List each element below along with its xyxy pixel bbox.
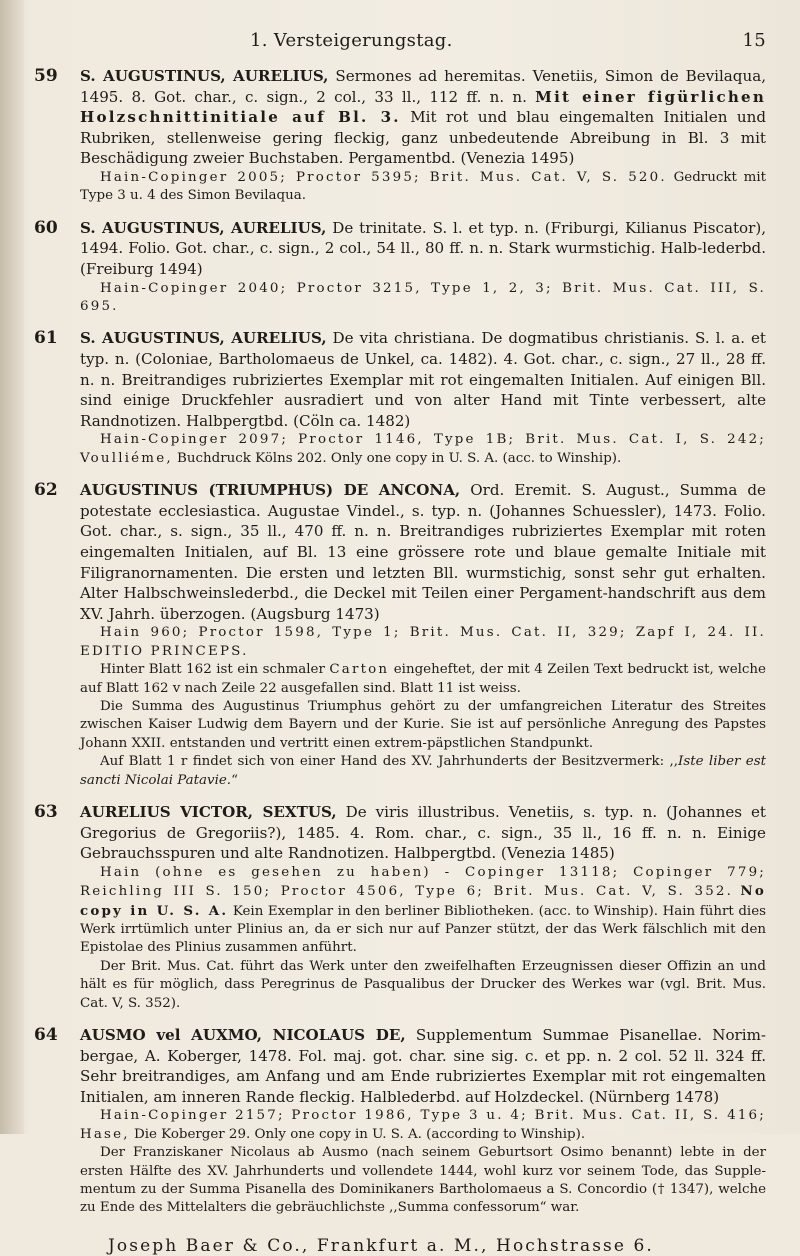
entry-references bbox=[80, 864, 766, 958]
entry-references bbox=[80, 431, 766, 468]
entry-heading: S. AUGUSTINUS, AURELIUS, bbox=[80, 218, 327, 237]
entry-note-text: Hinter Blatt 162 ist ein schmaler bbox=[100, 662, 330, 678]
entry-number: 64 bbox=[34, 1025, 58, 1045]
entry-note: Der Brit. Mus. Cat. führt das Werk unter den zweifelhaften Erzeugnissen dieser Offizin an und hält es für möglich, dass Peregrinus de Pasqualibus der Drucker des Werkes war (vgl. Brit. Mus. Cat. V, S. 352). bbox=[80, 958, 766, 1011]
entry-references-spaced: No copy in U. S. A. bbox=[80, 883, 766, 919]
catalog-entry bbox=[34, 1025, 766, 1218]
entry-description-text: Mit rot und blau eingemalten Initialen und Rubriken, stellenweise gering fleckig, ganz unbedeutende Abreibung in Bl. 3 mit Beschädigung zweier Buchstaben. Pergamentbd. (Venezia 1495) bbox=[80, 108, 766, 168]
entry-note: Die Summa des Augustinus Triumphus gehört zu der umfangreichen Literatur des Streites zwischen Kaiser Ludwig dem Bayern und der Kurie. Sie ist auf persönliche Anregung des Papstes Johann XXII. entstanden und vertritt einen extrem-päpstlichen Standpunkt. bbox=[80, 698, 766, 751]
entry-references bbox=[80, 624, 766, 661]
entry-description-text: De viris illustribus. Venetiis, s. typ. n. (Johannes et Gregorius de Gregoriis?), 1485. 4. Rom. char., c. sign., 35 ll., 16 ff. n. n. Einige Gebrauchsspuren und alte Randnotizen. Halbpergtbd. (Venezia 1485) bbox=[80, 802, 767, 863]
entry-description-text: Sermones ad heremitas. Venetiis, Simon de Bevilaqua, 1495. 8. Got. char., c. sign., 2 col., 33 ll., 112 ff. n. n. bbox=[80, 67, 766, 106]
catalog-entry bbox=[34, 328, 766, 468]
entry-note-quote: Iste liber est sancti Nicolai Patavie. bbox=[80, 754, 766, 788]
page-number: 15 bbox=[742, 30, 766, 51]
entry-note bbox=[80, 661, 766, 698]
entry-number: 63 bbox=[34, 801, 58, 822]
entry-description bbox=[80, 328, 766, 431]
entry-description-text: De trinitate. S. l. et typ. n. (Friburgi, Kilianus Piscator), 1494. Folio. Got. char., c. sign., 2 col., 54 ll., 80 ff. n. n. Stark wurmstichig. Halb-lederbd. (Freiburg 1494) bbox=[80, 218, 767, 278]
entry-references-text: Die Koberger 29. Only one copy in U. S. A. (according to Winship). bbox=[129, 1126, 586, 1142]
entry-references bbox=[80, 169, 766, 206]
entry-references-spaced: Hain-Copinger 2157; Proctor 1986, Type 3 u. 4; Brit. Mus. Cat. II, S. 416; Hase, bbox=[80, 1108, 766, 1142]
entry-description bbox=[80, 66, 766, 169]
entry-note bbox=[80, 753, 766, 790]
entry-references-text: Kein Exemplar in den berliner Bibliotheken. (acc. to Winship). Hain führt dies Werk irrtümlich unter Plinius an, da er sich nur auf Panzer stützt, der das Werk fälschlich mit den Epistolae des Plinius zusammen anführt. bbox=[80, 903, 766, 956]
entry-heading: S. AUGUSTINUS, AURELIUS, bbox=[80, 67, 329, 85]
entry-note-text: “ bbox=[231, 772, 238, 788]
catalog-entry bbox=[34, 66, 766, 206]
entry-description-text: De vita christiana. De dogmatibus christianis. S. l. a. et typ. n. (Coloniae, Bartholomaeus de Unkel, ca. 1482). 4. Got. char., c. sign., 27 ll., 28 ff. n. n. Breitrandiges rubriziertes Exemplar mit rot eingemalten Initialen. Auf einigen Bll. sind einige Druckfehler ausradiert und von alter Hand mit Tinte verbessert, alte Randnotizen. Halbpergtbd. (Cöln ca. 1482) bbox=[80, 329, 766, 430]
entry-description bbox=[80, 802, 766, 864]
entry-number: 61 bbox=[34, 328, 58, 349]
running-head bbox=[250, 30, 766, 51]
entry-note-spaced: Carton bbox=[329, 662, 390, 678]
entry-description bbox=[80, 218, 766, 280]
entry-number: 62 bbox=[34, 480, 58, 501]
entry-note-text: Auf Blatt 1 r findet sich von einer Hand des XV. Jahrhunderts der Besitzvermerk: ,, bbox=[100, 754, 679, 770]
entry-heading: AURELIUS VICTOR, SEXTUS, bbox=[80, 802, 337, 821]
catalog-entry bbox=[34, 480, 766, 790]
entry-description-text: Supplementum Summae Pisanellae. Norim-bergae, A. Koberger, 1478. Fol. maj. got. char. sine sig. c. et pp. n. 2 col. 52 ll. 324 ff. Sehr breitrandiges, am Anfang und am Ende rubriziertes Exemplar mit rot eingemalten Initialen, am inneren Rande fleckig. Halblederbd. auf Holzdeckel. (Nürnberg 1478) bbox=[80, 1026, 766, 1106]
entry-references-spaced: Hain-Copinger 2040; Proctor 3215, Type 1, 2, 3; Brit. Mus. Cat. III, S. 695. bbox=[80, 280, 766, 314]
entry-description-spaced: Mit einer figürlichen Holzschnittinitiale auf Bl. 3. bbox=[80, 87, 766, 127]
catalog-entry bbox=[34, 801, 767, 1013]
entry-note: Der Franziskaner Nicolaus ab Ausmo (nach seinem Geburtsort Osimo benannt) lebte in der ersten Hälfte des XV. Jahrhunderts und vollendete 1444, wohl kurz vor seinem Tode, das Supple-mentum zu der Summa Pisanella des Dominikaners Bartholomaeus a S. Concordio († 1347), welche zu Ende des Mittelalters die gebräuchlichste ,,Summa confessorum“ war. bbox=[80, 1145, 766, 1216]
entry-description-text: Ord. Eremit. S. August., Summa de potestate ecclesiastica. Augustae Vindel., s. typ. n. (Johannes Schuessler), 1473. Folio. Got. char., s. sign., 35 ll., 470 ff. n. n. Breitrandiges rubriziertes Exemplar mit roten eingemalten Initialen, auf Bl. 13 eine grössere rote und blaue gemalte Initiale mit Filigranornamenten. Die ersten und letzten Bll. wurmstichig, sonst sehr gut erhalten. Alter Halbschweinslederbd., die Deckel mit Teilen einer Pergament-handschrift aus dem XV. Jahrh. überzogen. (Augsburg 1473) bbox=[80, 481, 766, 623]
entry-heading: AUGUSTINUS (TRIUMPHUS) DE ANCONA, bbox=[80, 481, 461, 500]
entry-references bbox=[80, 1107, 766, 1144]
publisher-footer: Joseph Baer & Co., Frankfurt a. M., Hochstrasse 6. bbox=[108, 1235, 654, 1256]
entry-references-spaced: Hain-Copinger 2005; Proctor 5395; Brit. Mus. Cat. V, S. 520. bbox=[100, 169, 667, 185]
entry-number: 60 bbox=[34, 217, 58, 238]
entry-description bbox=[80, 480, 766, 624]
running-head-title: 1. Versteigerungstag. bbox=[250, 30, 453, 51]
entry-references-spaced: Hain (ohne es gesehen zu haben) - Copinger 13118; Copinger 779; Reichling III S. 150; Proctor 4506, Type 6; Brit. Mus. Cat. V, S. 352. bbox=[80, 864, 766, 900]
entry-number: 59 bbox=[34, 66, 58, 86]
entry-references-text: Gedruckt mit Type 3 u. 4 des Simon Bevilaqua. bbox=[80, 169, 766, 204]
entry-description bbox=[80, 1025, 766, 1107]
entry-references bbox=[80, 280, 766, 317]
catalog-entry bbox=[34, 217, 767, 317]
entry-references-spaced: Hain-Copinger 2097; Proctor 1146, Type 1B; Brit. Mus. Cat. I, S. 242; Voulliéme, bbox=[80, 432, 766, 466]
entry-references-spaced: Hain 960; Proctor 1598, Type 1; Brit. Mus. Cat. II, 329; Zapf I, 24. II. EDITIO PRINCEPS. bbox=[80, 625, 766, 659]
entry-heading: S. AUGUSTINUS, AURELIUS, bbox=[80, 329, 327, 348]
entry-note-text: eingeheftet, der mit 4 Zeilen Text bedruckt ist, welche auf Blatt 162 v nach Zeile 22 ausgefallen sind. Blatt 11 ist weiss. bbox=[80, 662, 766, 696]
entry-heading: AUSMO vel AUXMO, NICOLAUS DE, bbox=[80, 1026, 406, 1044]
entry-references-text: Buchdruck Kölns 202. Only one copy in U. S. A. (acc. to Winship). bbox=[172, 450, 622, 466]
